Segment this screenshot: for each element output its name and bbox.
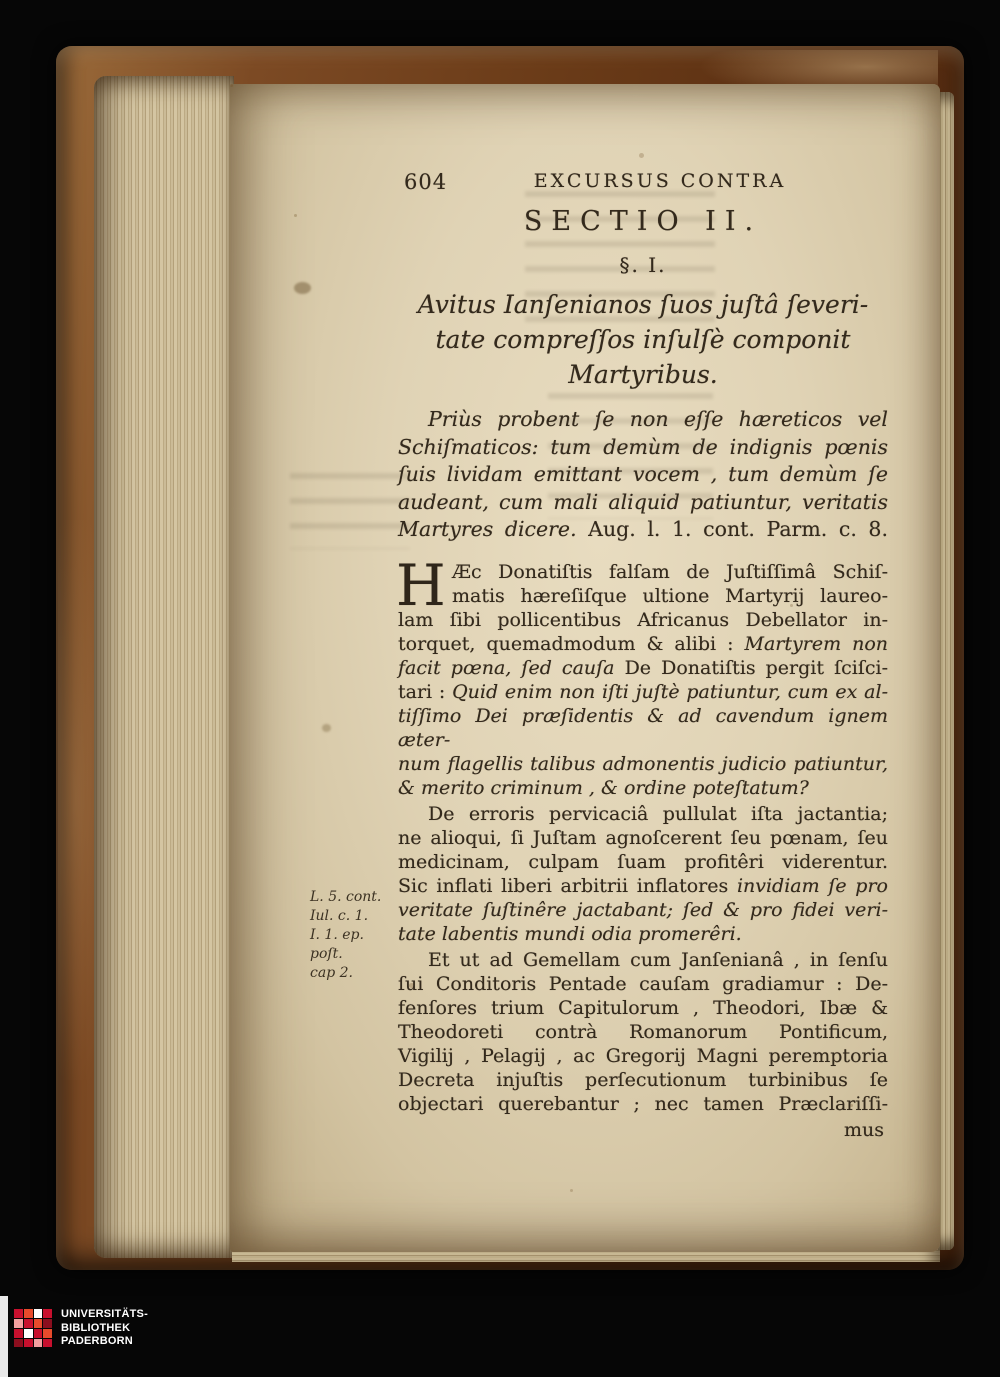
book-page: [230, 84, 940, 1252]
text-line: Schiſmaticos: tum demùm de indignis pœnis: [398, 434, 888, 459]
text-line: & merito criminum , & ordine poteſtatum?: [398, 776, 809, 799]
text-line: tate compreſſos inſulſè componit: [435, 325, 851, 354]
text-line: Et ut ad Gemellam cum Janſenianâ , in ſenſu: [428, 948, 888, 971]
logo-pixel: [34, 1319, 43, 1328]
page-fore-edge-right: [938, 92, 954, 1250]
page-stain: [294, 282, 311, 294]
text-line: objectari querebantur ; nec tamen Præclariſſi-: [398, 1092, 888, 1115]
section-mark: §. I.: [619, 253, 667, 277]
text-line: I. 1. ep. poſt.: [310, 927, 364, 962]
library-name-line1: UNIVERSITÄTS-: [61, 1308, 148, 1320]
logo-pixel: [14, 1319, 23, 1328]
text-line: L. 5. cont.: [310, 889, 382, 905]
margin-note: [310, 888, 398, 983]
text-line: Martyres dicere. Aug. l. 1. cont. Parm. c. 8.: [398, 517, 888, 541]
logo-pixel: [43, 1319, 52, 1328]
text-line: Avitus Ianſenianos ſuos juſtâ ſeveri-: [417, 290, 869, 319]
foxing-speckles: [230, 84, 233, 87]
library-name: [61, 1308, 148, 1349]
text-line: audeant, cum mali aliquid patiuntur, veritatis: [398, 489, 888, 514]
logo-pixel: [14, 1309, 23, 1318]
catchword: mus: [843, 1118, 884, 1141]
text-line: Priùs probent ſe non eſſe hæreticos vel: [428, 407, 888, 431]
text-column: [398, 170, 888, 1142]
text-line: Sic inflati liberi arbitrii inflatores invidiam ſe pro: [398, 874, 888, 897]
library-logo-icon: [14, 1309, 52, 1347]
text-line: veritate ſuſtinêre jactabant; ſed & pro fidei veri-: [398, 898, 888, 921]
library-name-line2: BIBLIOTHEK: [61, 1321, 131, 1334]
logo-pixel: [43, 1309, 52, 1318]
logo-pixel: [14, 1329, 23, 1338]
text-line: tate labentis mundi odia promerêri.: [398, 922, 742, 945]
text-line: medicinam, culpam ſuam profitêri viderentur.: [398, 850, 888, 873]
scan-edge-strip: [0, 1296, 8, 1377]
logo-pixel: [24, 1319, 33, 1328]
running-header: [398, 170, 888, 196]
page-stain: [322, 724, 331, 732]
text-line: ſuis lividam emittant vocem , tum demùm ſe: [398, 462, 888, 486]
text-line: cap 2.: [310, 965, 353, 981]
text-line: Vigilij , Pelagij , ac Gregorij Magni peremptoria: [398, 1044, 888, 1067]
logo-pixel: [34, 1309, 43, 1318]
chapter-title: [398, 287, 888, 392]
body-paragraph: [398, 948, 888, 1116]
text-line: ſui Conditoris Pentade cauſam gradiamur : De-: [398, 972, 888, 995]
body-paragraph: [396, 552, 889, 800]
logo-pixel: [24, 1339, 33, 1348]
logo-pixel: [24, 1329, 33, 1338]
text-line: Theodoreti contrà Romanorum Pontificum,: [398, 1020, 888, 1043]
epigraph-quote: [398, 406, 888, 544]
body-text: [396, 552, 889, 1142]
library-stamp: [14, 1308, 148, 1349]
text-line: Æc Donatiſtis falſam de Juſtiſſimâ Schiſ-: [452, 560, 888, 583]
text-line: num flagellis talibus admonentis judicio patiuntur,: [398, 752, 888, 775]
logo-pixel: [43, 1329, 52, 1338]
text-line: fenſores trium Capitulorum , Theodori, Ibæ &: [398, 996, 888, 1019]
text-line: tari : Quid enim non iſti juſtè patiuntur, cum ex al-: [398, 680, 888, 703]
page-number: 604: [404, 170, 448, 194]
body-paragraph: [398, 802, 888, 946]
text-line: lam ſibi pollicentibus Africanus Debellator in-: [398, 608, 888, 631]
text-line: ne alioqui, ſi Juſtam agnoſcerent ſeu pœnam, ſeu: [398, 826, 888, 849]
paragraph-lines: [396, 552, 889, 800]
text-line: torquet, quemadmodum & alibi : Martyrem non: [398, 632, 889, 655]
library-name-line3: PADERBORN: [61, 1335, 133, 1347]
paragraph-lines: [398, 948, 888, 1116]
logo-pixel: [14, 1339, 23, 1348]
section-heading: SECTIO II.: [523, 206, 763, 237]
logo-pixel: [43, 1339, 52, 1348]
text-line: matis hæreſiſque ultione Martyrij laureo-: [452, 584, 888, 607]
logo-pixel: [34, 1339, 43, 1348]
text-line: De erroris pervicaciâ pullulat iſta jactantia;: [428, 802, 888, 825]
page-stack-left-edge: [94, 76, 234, 1258]
logo-pixel: [24, 1309, 33, 1318]
text-line: facit pœna, ſed cauſa De Donatiſtis pergit ſciſci-: [398, 656, 888, 679]
logo-pixel: [34, 1329, 43, 1338]
text-line: tiſſimo Dei præſidentis & ad cavendum ignem æter-: [398, 704, 888, 751]
text-line: Martyribus.: [568, 360, 718, 389]
text-line: Iul. c. 1.: [310, 908, 369, 924]
ink-bleed-through-artifact: [290, 464, 410, 549]
paragraph-lines: [398, 802, 888, 946]
drop-cap: H: [396, 552, 446, 619]
running-title: EXCURSUS CONTRA: [533, 170, 787, 192]
text-line: Decreta injuſtis perſecutionum turbinibus ſe: [398, 1068, 888, 1091]
